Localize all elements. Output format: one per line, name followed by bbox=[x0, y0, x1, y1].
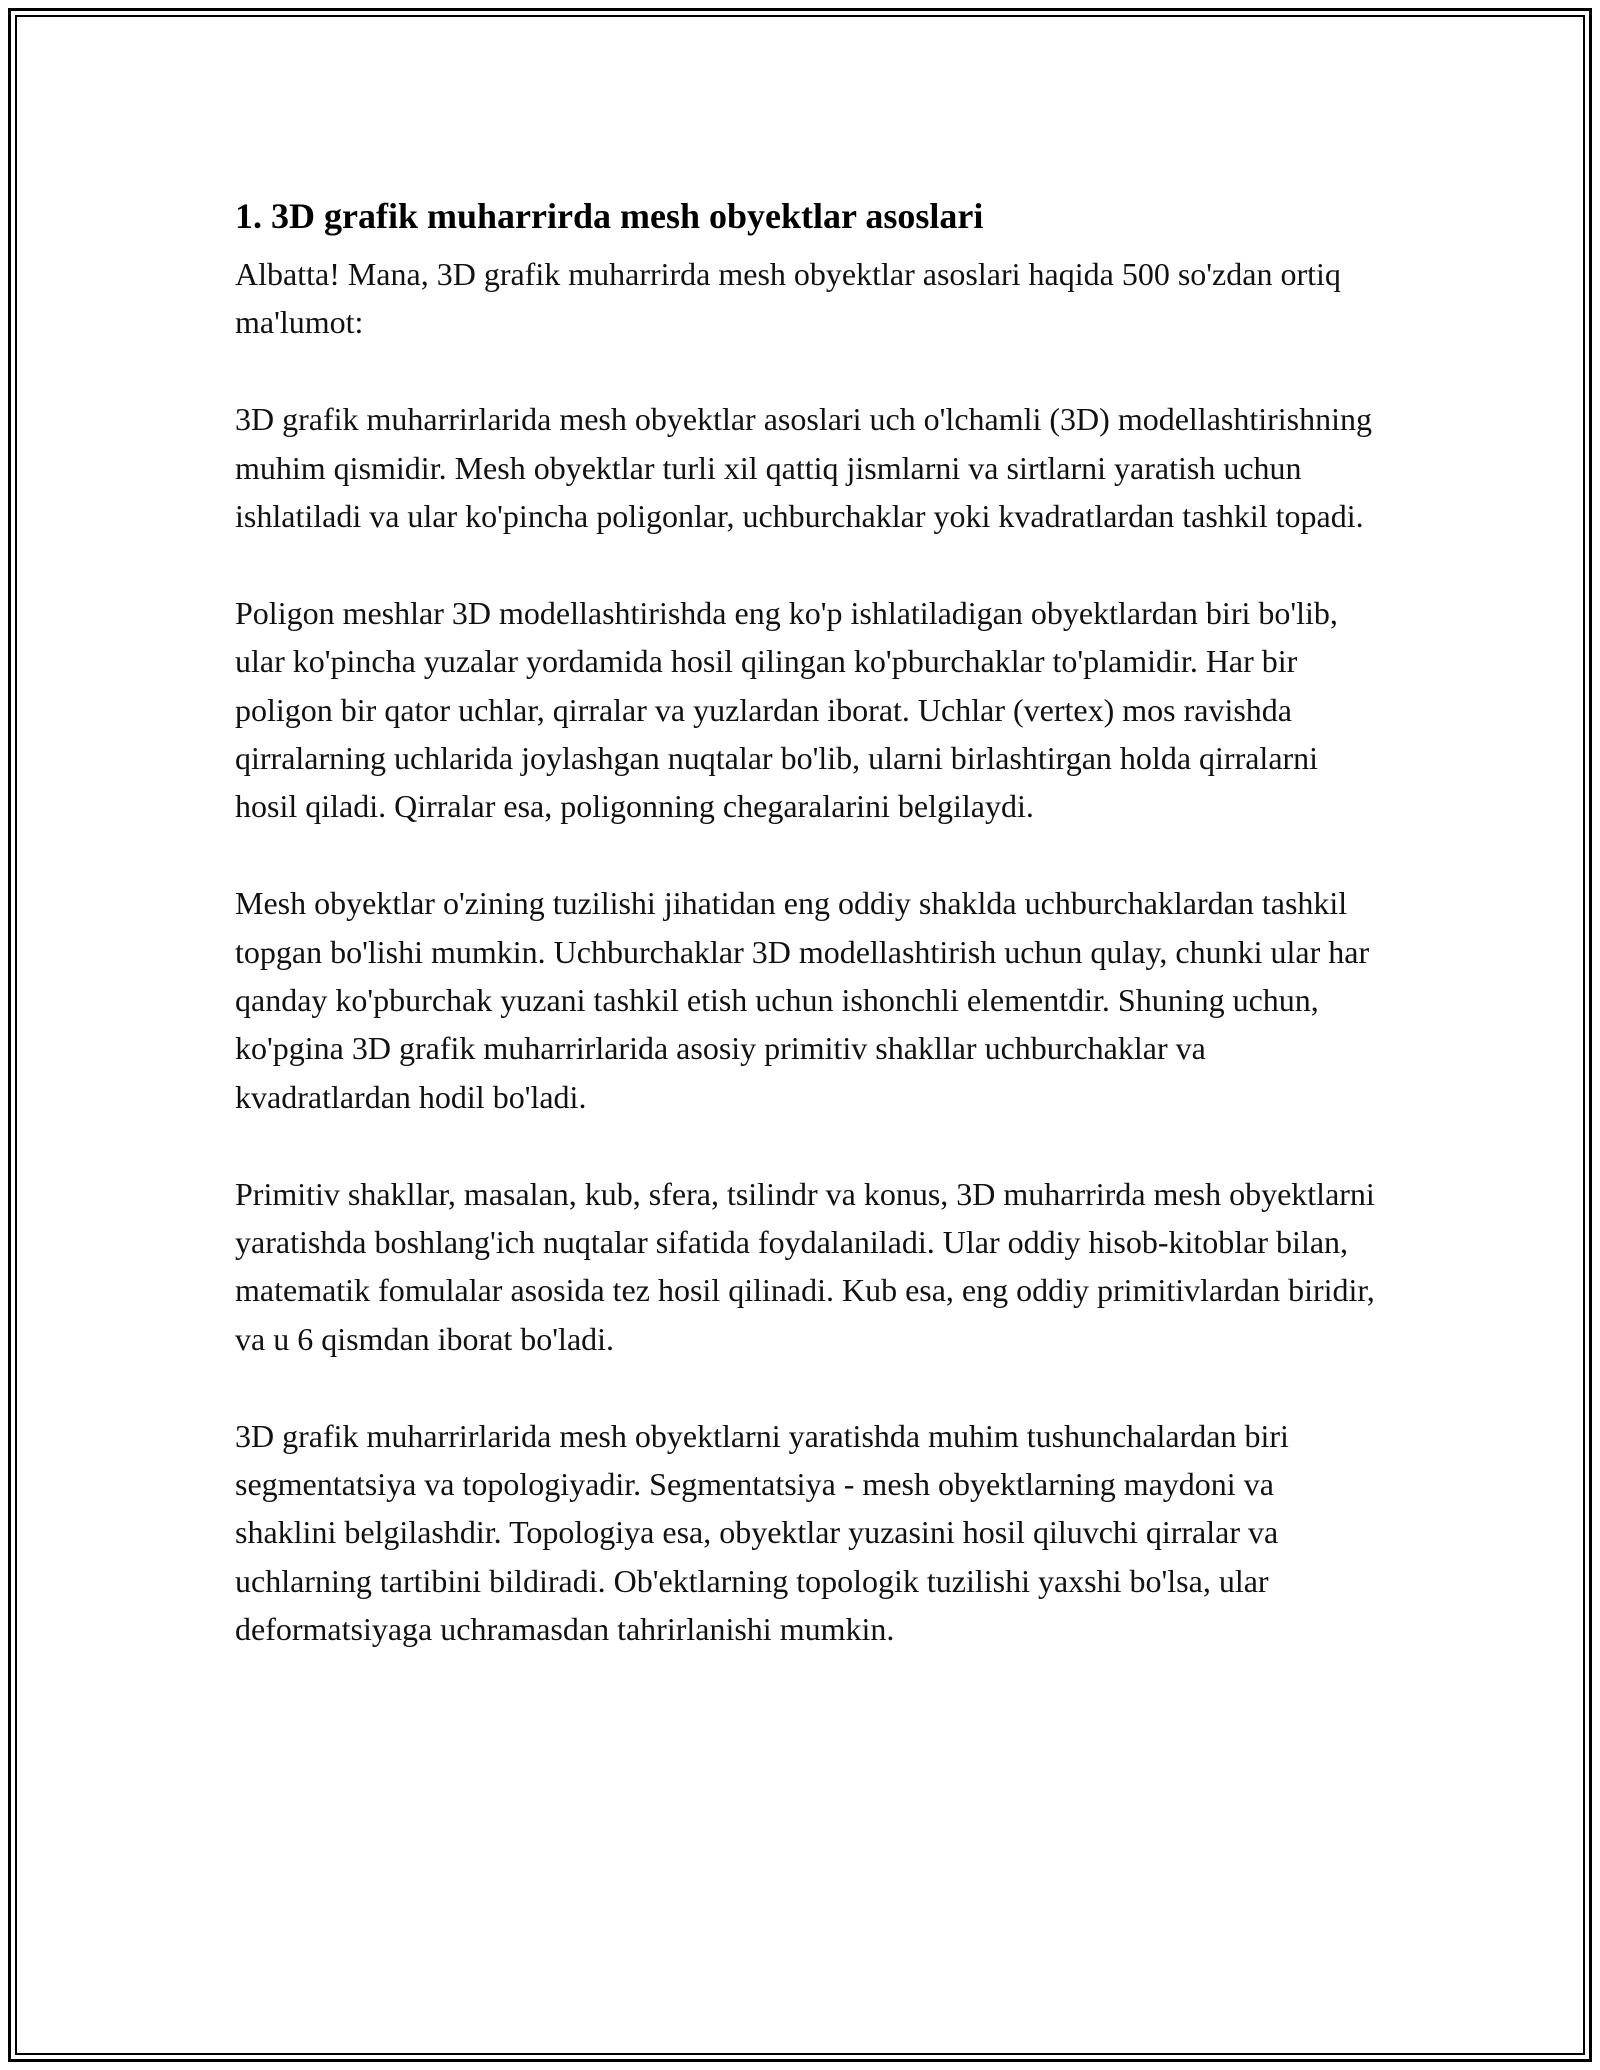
paragraph-topology: 3D grafik muharrirlarida mesh obyektlarni yaratishda muhim tushunchalardan biri segmentatsiya va topologiyadir. Segmentatsiya - mesh obyektlarning maydoni va shaklini belgilashdir. Topologiya esa, obyektlar yuzasini hosil qiluvchi qirralar va uchlarning tartibini bildiradi. Ob'ektlarning topologik tuzilishi yaxshi bo'lsa, ular deformatsiyaga uchramasdan tahrirlanishi mumkin. bbox=[235, 1417, 1289, 1648]
paragraph-mesh-basics: 3D grafik muharrirlarida mesh obyektlar asoslari uch o'lchamli (3D) modellashtirishning muhim qismidir. Mesh obyektlar turli xil qattiq jismlarni va sirtlarni yaratish uchun ishlatiladi va ular ko'pincha poligonlar, uchburchaklar yoki kvadratlardan tashkil topadi. bbox=[235, 401, 1373, 535]
paragraph-polygon-meshes: Poligon meshlar 3D modellashtirishda eng ko'p ishlatiladigan obyektlardan biri bo'lib, ular ko'pincha yuzalar yordamida hosil qilingan ko'pburchaklar to'plamidir. Har bir poligon bir qator uchlar, qirralar va yuzlardan iborat. Uchlar (vertex) mos ravishda qirralarning uchlarida joylashgan nuqtalar bo'lib, ularni birlashtirgan holda qirralarni hosil qiladi. Qirralar esa, poligonning chegaralarini belgilaydi. bbox=[235, 594, 1338, 825]
paragraph-intro: Albatta! Mana, 3D grafik muharrirda mesh obyektlar asoslari haqida 500 so'zdan ortiq ma'lumot: bbox=[235, 256, 1341, 341]
paragraph-primitives: Primitiv shakllar, masalan, kub, sfera, tsilindr va konus, 3D muharrirda mesh obyektlarni yaratishda boshlang'ich nuqtalar sifatida foydalaniladi. Ular oddiy hisob-kitoblar bilan, matematik fomulalar asosida tez hosil qilinadi. Kub esa, eng oddiy primitivlardan biridir, va u 6 qismdan iborat bo'ladi. bbox=[235, 1175, 1375, 1357]
document-body bbox=[235, 188, 1375, 1702]
paragraph-triangles: Mesh obyektlar o'zining tuzilishi jihatidan eng oddiy shaklda uchburchaklardan tashkil topgan bo'lishi mumkin. Uchburchaklar 3D modellashtirish uchun qulay, chunki ular har qanday ko'pburchak yuzani tashkil etish uchun ishonchli elementdir. Shuning uchun, ko'pgina 3D grafik muharrirlarida asosiy primitiv shakllar uchburchaklar va kvadratlardan hodil bo'ladi. bbox=[235, 885, 1370, 1115]
page-title: 1. 3D grafik muharrirda mesh obyektlar asoslari bbox=[235, 196, 984, 236]
